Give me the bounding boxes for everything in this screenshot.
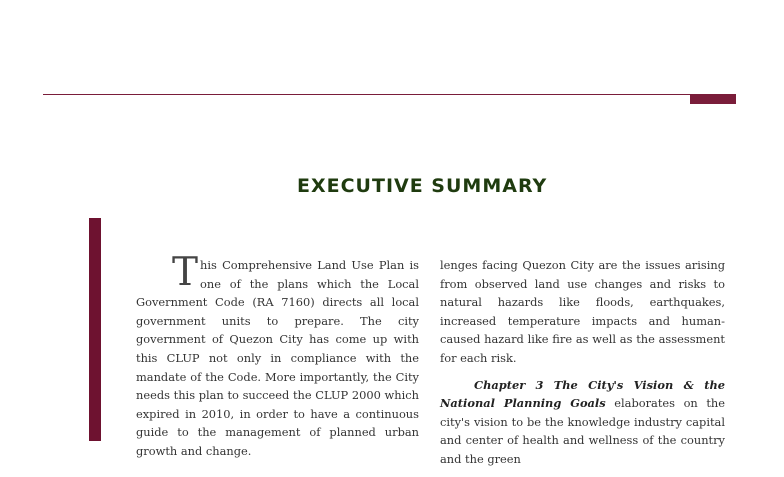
intro-text: his Comprehensive Land Use Plan is one of the plans which the Local Government Code (RA 7160) directs all local government units to prepare. The city government of Quezon City has come up with this CLUP not only in compliance with the mandate of the Code. More importantly, the City needs this plan to succeed the CLUP 2000 which expired in 2010, in order to have a continuous guide to the management of planned urban growth and change. [136,258,419,458]
chapter-reference: Chapter 3 The City's Vision & the National Planning Goals [440,377,725,411]
header-accent-tab [690,94,736,104]
left-column [136,250,419,469]
right-column [440,256,725,477]
side-accent-bar [89,218,101,441]
chapter-3-text: elaborates on the city's vision to be the knowledge industry capital and center of health and wellness of the country and the green [440,396,726,466]
intro-paragraph [136,250,419,461]
header-rule [43,94,736,95]
hazards-paragraph: lenges facing Quezon City are the issues arising from observed land use changes and risks to natural hazards like floods, earthquakes, increased temperature impacts and human-caused hazard like fire as well as the assessment for each risk. [440,258,725,365]
chapter-3-paragraph [440,376,725,469]
drop-cap: T [172,250,199,295]
page-title: EXECUTIVE SUMMARY [297,175,548,197]
